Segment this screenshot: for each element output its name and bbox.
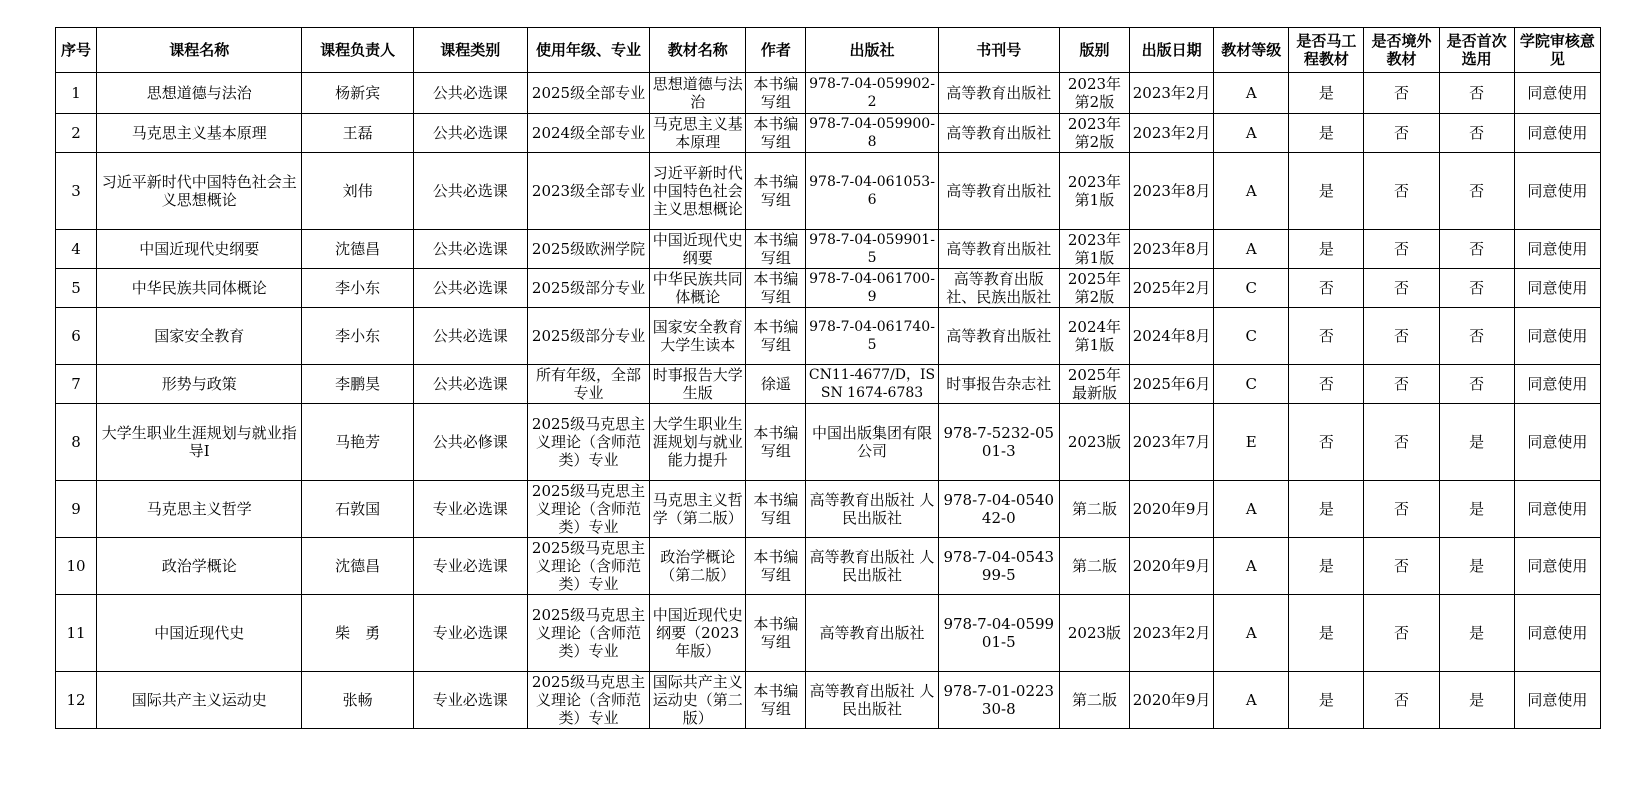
table-cell: 否	[1364, 365, 1439, 404]
header-cell: 课程类别	[413, 28, 527, 73]
table-cell: 大学生职业生涯规划与就业指导Ⅰ	[97, 404, 302, 481]
table-row	[56, 365, 1601, 404]
header-cell: 是否首次选用	[1439, 28, 1514, 73]
table-cell: 国家安全教育	[97, 308, 302, 365]
header-cell: 出版社	[806, 28, 938, 73]
table-cell: C	[1214, 308, 1289, 365]
table-cell: 是	[1439, 595, 1514, 672]
table-cell: 2025级马克思主义理论（含师范类）专业	[527, 672, 649, 729]
table-cell: 11	[56, 595, 97, 672]
table-cell: 国家安全教育大学生读本	[650, 308, 746, 365]
table-cell: 高等教育出版社 人民出版社	[806, 481, 938, 538]
table-cell: 978-7-04-054042-0	[938, 481, 1059, 538]
table-cell: 同意使用	[1514, 404, 1600, 481]
table-row	[56, 73, 1601, 114]
table-cell: 形势与政策	[97, 365, 302, 404]
table-cell: 第二版	[1059, 538, 1129, 595]
table-cell: 2025级马克思主义理论（含师范类）专业	[527, 481, 649, 538]
table-cell: 是	[1439, 672, 1514, 729]
table-cell: 2023年2月	[1130, 73, 1214, 114]
table-cell: 2023年7月	[1130, 404, 1214, 481]
table-cell: 否	[1364, 73, 1439, 114]
table-cell: 思想道德与法治	[650, 73, 746, 114]
table-cell: 978-7-04-059900-8	[806, 114, 938, 153]
table-cell: 2025年2月	[1130, 269, 1214, 308]
table-cell: 2024年第1版	[1059, 308, 1129, 365]
table-cell: 否	[1289, 404, 1364, 481]
table-row	[56, 153, 1601, 230]
table-cell: 刘伟	[302, 153, 413, 230]
table-cell: 高等教育出版社	[938, 308, 1059, 365]
table-cell: 石敦国	[302, 481, 413, 538]
table-cell: 2023年8月	[1130, 230, 1214, 269]
table-row	[56, 404, 1601, 481]
table-cell: 2020年9月	[1130, 481, 1214, 538]
table-cell: 专业必选课	[413, 672, 527, 729]
table-cell: 马克思主义哲学	[97, 481, 302, 538]
table-cell: 公共必选课	[413, 73, 527, 114]
table-cell: 本书编写组	[746, 73, 806, 114]
table-cell: 2023级全部专业	[527, 153, 649, 230]
table-cell: 沈德昌	[302, 538, 413, 595]
table-cell: 徐遥	[746, 365, 806, 404]
table-cell: 柴 勇	[302, 595, 413, 672]
table-cell: 本书编写组	[746, 308, 806, 365]
header-cell: 使用年级、专业	[527, 28, 649, 73]
header-cell: 课程负责人	[302, 28, 413, 73]
table-cell: 同意使用	[1514, 114, 1600, 153]
table-cell: 978-7-04-061053-6	[806, 153, 938, 230]
table-cell: 978-7-04-059901-5	[938, 595, 1059, 672]
header-cell: 版别	[1059, 28, 1129, 73]
table-cell: 2023版	[1059, 595, 1129, 672]
table-row	[56, 595, 1601, 672]
table-cell: 是	[1289, 672, 1364, 729]
table-cell: 中国近现代史纲要	[97, 230, 302, 269]
table-row	[56, 538, 1601, 595]
table-cell: 同意使用	[1514, 365, 1600, 404]
table-cell: 2023年第1版	[1059, 230, 1129, 269]
table-cell: 2025年6月	[1130, 365, 1214, 404]
table-cell: 6	[56, 308, 97, 365]
table-row	[56, 308, 1601, 365]
table-cell: 是	[1289, 230, 1364, 269]
table-cell: 否	[1439, 153, 1514, 230]
table-cell: A	[1214, 153, 1289, 230]
table-cell: 8	[56, 404, 97, 481]
table-cell: 否	[1364, 538, 1439, 595]
table-cell: 中华民族共同体概论	[650, 269, 746, 308]
table-cell: 马克思主义哲学（第二版）	[650, 481, 746, 538]
table-cell: 公共必修课	[413, 404, 527, 481]
table-cell: 2020年9月	[1130, 538, 1214, 595]
table-cell: 政治学概论	[97, 538, 302, 595]
table-cell: 本书编写组	[746, 672, 806, 729]
table-cell: 2025级马克思主义理论（含师范类）专业	[527, 538, 649, 595]
header-cell: 课程名称	[97, 28, 302, 73]
table-cell: 7	[56, 365, 97, 404]
header-cell: 教材名称	[650, 28, 746, 73]
table-cell: 是	[1289, 73, 1364, 114]
table-cell: 是	[1289, 153, 1364, 230]
table-cell: A	[1214, 230, 1289, 269]
table-cell: 否	[1289, 365, 1364, 404]
table-cell: 2020年9月	[1130, 672, 1214, 729]
table-cell: 12	[56, 672, 97, 729]
table-cell: 否	[1439, 114, 1514, 153]
table-cell: 高等教育出版社	[938, 114, 1059, 153]
table-cell: 2025级部分专业	[527, 269, 649, 308]
table-cell: 公共必选课	[413, 230, 527, 269]
table-cell: 2025级欧洲学院	[527, 230, 649, 269]
table-cell: 978-7-04-061740-5	[806, 308, 938, 365]
table-cell: 2	[56, 114, 97, 153]
table-cell: 否	[1439, 365, 1514, 404]
table-cell: 高等教育出版社	[938, 73, 1059, 114]
table-cell: 2023年第1版	[1059, 153, 1129, 230]
table-cell: 2023年2月	[1130, 595, 1214, 672]
table-cell: 2023年2月	[1130, 114, 1214, 153]
table-cell: 同意使用	[1514, 269, 1600, 308]
table-cell: 中国近现代史纲要（2023年版）	[650, 595, 746, 672]
table-row	[56, 481, 1601, 538]
table-cell: 同意使用	[1514, 481, 1600, 538]
table-cell: A	[1214, 595, 1289, 672]
table-cell: 1	[56, 73, 97, 114]
table-cell: 马克思主义基本原理	[650, 114, 746, 153]
table-cell: 2025年第2版	[1059, 269, 1129, 308]
table-cell: 否	[1364, 230, 1439, 269]
table-cell: 否	[1364, 404, 1439, 481]
header-cell: 序号	[56, 28, 97, 73]
table-cell: 沈德昌	[302, 230, 413, 269]
table-cell: 否	[1289, 308, 1364, 365]
table-cell: 978-7-04-059902-2	[806, 73, 938, 114]
table-cell: 同意使用	[1514, 672, 1600, 729]
header-cell: 教材等级	[1214, 28, 1289, 73]
table-cell: 国际共产主义运动史（第二版）	[650, 672, 746, 729]
table-cell: 否	[1364, 308, 1439, 365]
table-cell: 所有年级，全部专业	[527, 365, 649, 404]
table-cell: 是	[1289, 114, 1364, 153]
table-cell: 杨新宾	[302, 73, 413, 114]
table-cell: 978-7-04-054399-5	[938, 538, 1059, 595]
table-cell: 中国出版集团有限公司	[806, 404, 938, 481]
table-cell: 本书编写组	[746, 404, 806, 481]
table-cell: 中国近现代史纲要	[650, 230, 746, 269]
table-cell: A	[1214, 114, 1289, 153]
table-cell: 国际共产主义运动史	[97, 672, 302, 729]
table-cell: 否	[1364, 481, 1439, 538]
table-cell: 978-7-04-059901-5	[806, 230, 938, 269]
table-cell: 2025级马克思主义理论（含师范类）专业	[527, 404, 649, 481]
table-cell: 高等教育出版社 人民出版社	[806, 672, 938, 729]
table-cell: 2023版	[1059, 404, 1129, 481]
table-cell: 高等教育出版社	[938, 153, 1059, 230]
table-cell: 是	[1289, 538, 1364, 595]
table-row	[56, 269, 1601, 308]
table-cell: 同意使用	[1514, 308, 1600, 365]
table-cell: 第二版	[1059, 672, 1129, 729]
table-cell: 本书编写组	[746, 538, 806, 595]
table-cell: 是	[1289, 481, 1364, 538]
table-cell: A	[1214, 481, 1289, 538]
table-cell: A	[1214, 672, 1289, 729]
table-cell: 中华民族共同体概论	[97, 269, 302, 308]
table-cell: 政治学概论（第二版）	[650, 538, 746, 595]
header-cell: 书刊号	[938, 28, 1059, 73]
table-cell: 专业必选课	[413, 595, 527, 672]
table-cell: 本书编写组	[746, 230, 806, 269]
table-cell: 否	[1289, 269, 1364, 308]
table-cell: 5	[56, 269, 97, 308]
table-cell: 高等教育出版社	[806, 595, 938, 672]
table-cell: 2024年8月	[1130, 308, 1214, 365]
table-cell: 2025级部分专业	[527, 308, 649, 365]
table-cell: C	[1214, 269, 1289, 308]
table-cell: 本书编写组	[746, 595, 806, 672]
table-cell: 是	[1439, 538, 1514, 595]
table-cell: 时事报告大学生版	[650, 365, 746, 404]
table-cell: 10	[56, 538, 97, 595]
table-cell: 李小东	[302, 308, 413, 365]
header-cell: 是否境外教材	[1364, 28, 1439, 73]
table-cell: 本书编写组	[746, 269, 806, 308]
table-cell: 张畅	[302, 672, 413, 729]
table-cell: 公共必选课	[413, 308, 527, 365]
table-cell: 本书编写组	[746, 114, 806, 153]
table-cell: 是	[1289, 595, 1364, 672]
table-cell: 公共必选课	[413, 269, 527, 308]
table-cell: 2025级全部专业	[527, 73, 649, 114]
table-cell: 同意使用	[1514, 230, 1600, 269]
table-cell: 思想道德与法治	[97, 73, 302, 114]
table-row	[56, 672, 1601, 729]
table-cell: 本书编写组	[746, 481, 806, 538]
table-cell: 公共必选课	[413, 153, 527, 230]
table-cell: 高等教育出版社 人民出版社	[806, 538, 938, 595]
table-cell: 李小东	[302, 269, 413, 308]
table-cell: 李鹏昊	[302, 365, 413, 404]
table-cell: 2025年最新版	[1059, 365, 1129, 404]
table-cell: 公共必选课	[413, 365, 527, 404]
header-cell: 作者	[746, 28, 806, 73]
table-cell: 是	[1439, 404, 1514, 481]
table-cell: 专业必选课	[413, 481, 527, 538]
table-cell: 2023年8月	[1130, 153, 1214, 230]
table-cell: 王磊	[302, 114, 413, 153]
table-cell: 否	[1364, 672, 1439, 729]
table-cell: 同意使用	[1514, 73, 1600, 114]
table-cell: 否	[1364, 269, 1439, 308]
table-cell: CN11-4677/D，ISSN 1674-6783	[806, 365, 938, 404]
table-cell: 978-7-04-061700-9	[806, 269, 938, 308]
table-row	[56, 114, 1601, 153]
table-cell: C	[1214, 365, 1289, 404]
table-cell: 专业必选课	[413, 538, 527, 595]
table-cell: 大学生职业生涯规划与就业能力提升	[650, 404, 746, 481]
table-cell: 978-7-01-022330-8	[938, 672, 1059, 729]
header-cell: 是否马工程教材	[1289, 28, 1364, 73]
table-cell: 否	[1364, 153, 1439, 230]
table-cell: 高等教育出版社	[938, 230, 1059, 269]
header-row	[56, 28, 1601, 73]
table-cell: 9	[56, 481, 97, 538]
table-cell: E	[1214, 404, 1289, 481]
table-cell: 本书编写组	[746, 153, 806, 230]
table-cell: 978-7-5232-0501-3	[938, 404, 1059, 481]
table-cell: 马克思主义基本原理	[97, 114, 302, 153]
table-cell: 否	[1364, 595, 1439, 672]
table-cell: 同意使用	[1514, 153, 1600, 230]
table-cell: 2023年第2版	[1059, 114, 1129, 153]
table-cell: 否	[1364, 114, 1439, 153]
table-cell: 公共必选课	[413, 114, 527, 153]
table-cell: 否	[1439, 269, 1514, 308]
table-cell: 2025级马克思主义理论（含师范类）专业	[527, 595, 649, 672]
table-cell: 2023年第2版	[1059, 73, 1129, 114]
table-cell: A	[1214, 73, 1289, 114]
table-cell: 否	[1439, 308, 1514, 365]
table-cell: 时事报告杂志社	[938, 365, 1059, 404]
textbook-table	[55, 27, 1601, 729]
table-cell: 否	[1439, 230, 1514, 269]
table-row	[56, 230, 1601, 269]
table-cell: 习近平新时代中国特色社会主义思想概论	[97, 153, 302, 230]
table-cell: 第二版	[1059, 481, 1129, 538]
table-cell: 中国近现代史	[97, 595, 302, 672]
table-cell: 2024级全部专业	[527, 114, 649, 153]
table-cell: 4	[56, 230, 97, 269]
table-cell: A	[1214, 538, 1289, 595]
header-cell: 学院审核意见	[1514, 28, 1600, 73]
table-body	[56, 73, 1601, 729]
table-cell: 高等教育出版社、民族出版社	[938, 269, 1059, 308]
table-cell: 否	[1439, 73, 1514, 114]
table-cell: 是	[1439, 481, 1514, 538]
table-cell: 同意使用	[1514, 595, 1600, 672]
table-cell: 同意使用	[1514, 538, 1600, 595]
table-cell: 习近平新时代中国特色社会主义思想概论	[650, 153, 746, 230]
table-cell: 马艳芳	[302, 404, 413, 481]
table-cell: 3	[56, 153, 97, 230]
header-cell: 出版日期	[1130, 28, 1214, 73]
